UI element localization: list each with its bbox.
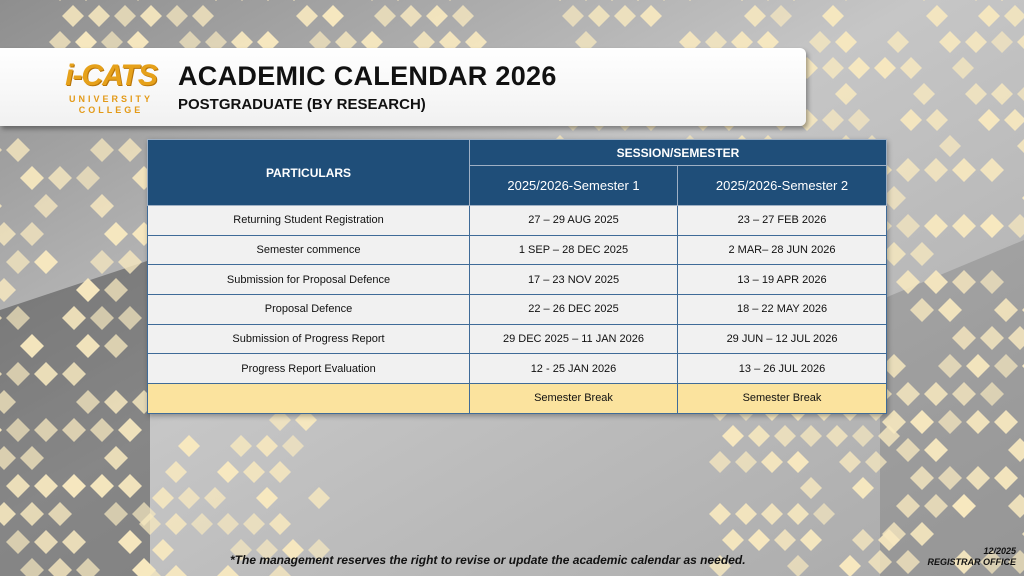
stamp-office: REGISTRAR OFFICE — [927, 557, 1016, 567]
semester-break-row — [148, 384, 887, 414]
table-row — [148, 324, 887, 354]
table-row — [148, 265, 887, 295]
disclaimer-note: *The management reserves the right to revise or update the academic calendar as needed. — [230, 553, 746, 567]
row-particular: Semester commence — [148, 235, 470, 265]
row-semester-2: 2 MAR– 28 JUN 2026 — [678, 235, 887, 265]
table-row — [148, 295, 887, 325]
i-cats-logo — [62, 60, 160, 116]
row-semester-1: 12 - 25 JAN 2026 — [470, 354, 678, 384]
page-title: ACADEMIC CALENDAR 2026 — [178, 61, 557, 91]
row-particular: Proposal Defence — [148, 295, 470, 325]
header-semester-1: 2025/2026-Semester 1 — [470, 166, 678, 206]
row-semester-2: 29 JUN – 12 JUL 2026 — [678, 324, 887, 354]
row-semester-1: 1 SEP – 28 DEC 2025 — [470, 235, 678, 265]
row-semester-1: 29 DEC 2025 – 11 JAN 2026 — [470, 324, 678, 354]
row-semester-2: 23 – 27 FEB 2026 — [678, 206, 887, 236]
academic-calendar-table — [147, 139, 887, 414]
table-row — [148, 235, 887, 265]
page-subtitle: POSTGRADUATE (BY RESEARCH) — [178, 96, 426, 113]
row-particular: Submission for Proposal Defence — [148, 265, 470, 295]
row-semester-1: 27 – 29 AUG 2025 — [470, 206, 678, 236]
row-particular: Returning Student Registration — [148, 206, 470, 236]
row-semester-2: 13 – 19 APR 2026 — [678, 265, 887, 295]
row-semester-2: 18 – 22 MAY 2026 — [678, 295, 887, 325]
logo-line-college: COLLEGE — [78, 105, 144, 115]
header-session-semester: SESSION/SEMESTER — [470, 140, 887, 166]
row-particular: Submission of Progress Report — [148, 324, 470, 354]
row-semester-1: Semester Break — [470, 384, 678, 414]
table-row — [148, 354, 887, 384]
row-particular: Progress Report Evaluation — [148, 354, 470, 384]
row-semester-1: 22 – 26 DEC 2025 — [470, 295, 678, 325]
row-semester-2: 13 – 26 JUL 2026 — [678, 354, 887, 384]
table-row — [148, 206, 887, 236]
row-particular — [148, 384, 470, 414]
header-semester-2: 2025/2026-Semester 2 — [678, 166, 887, 206]
logo-wordmark: i-CATS — [65, 59, 157, 92]
header-particulars: PARTICULARS — [148, 140, 470, 206]
row-semester-2: Semester Break — [678, 384, 887, 414]
row-semester-1: 17 – 23 NOV 2025 — [470, 265, 678, 295]
stamp-date: 12/2025 — [983, 546, 1016, 556]
logo-line-university: UNIVERSITY — [68, 94, 153, 104]
document-stamp — [927, 546, 1016, 568]
